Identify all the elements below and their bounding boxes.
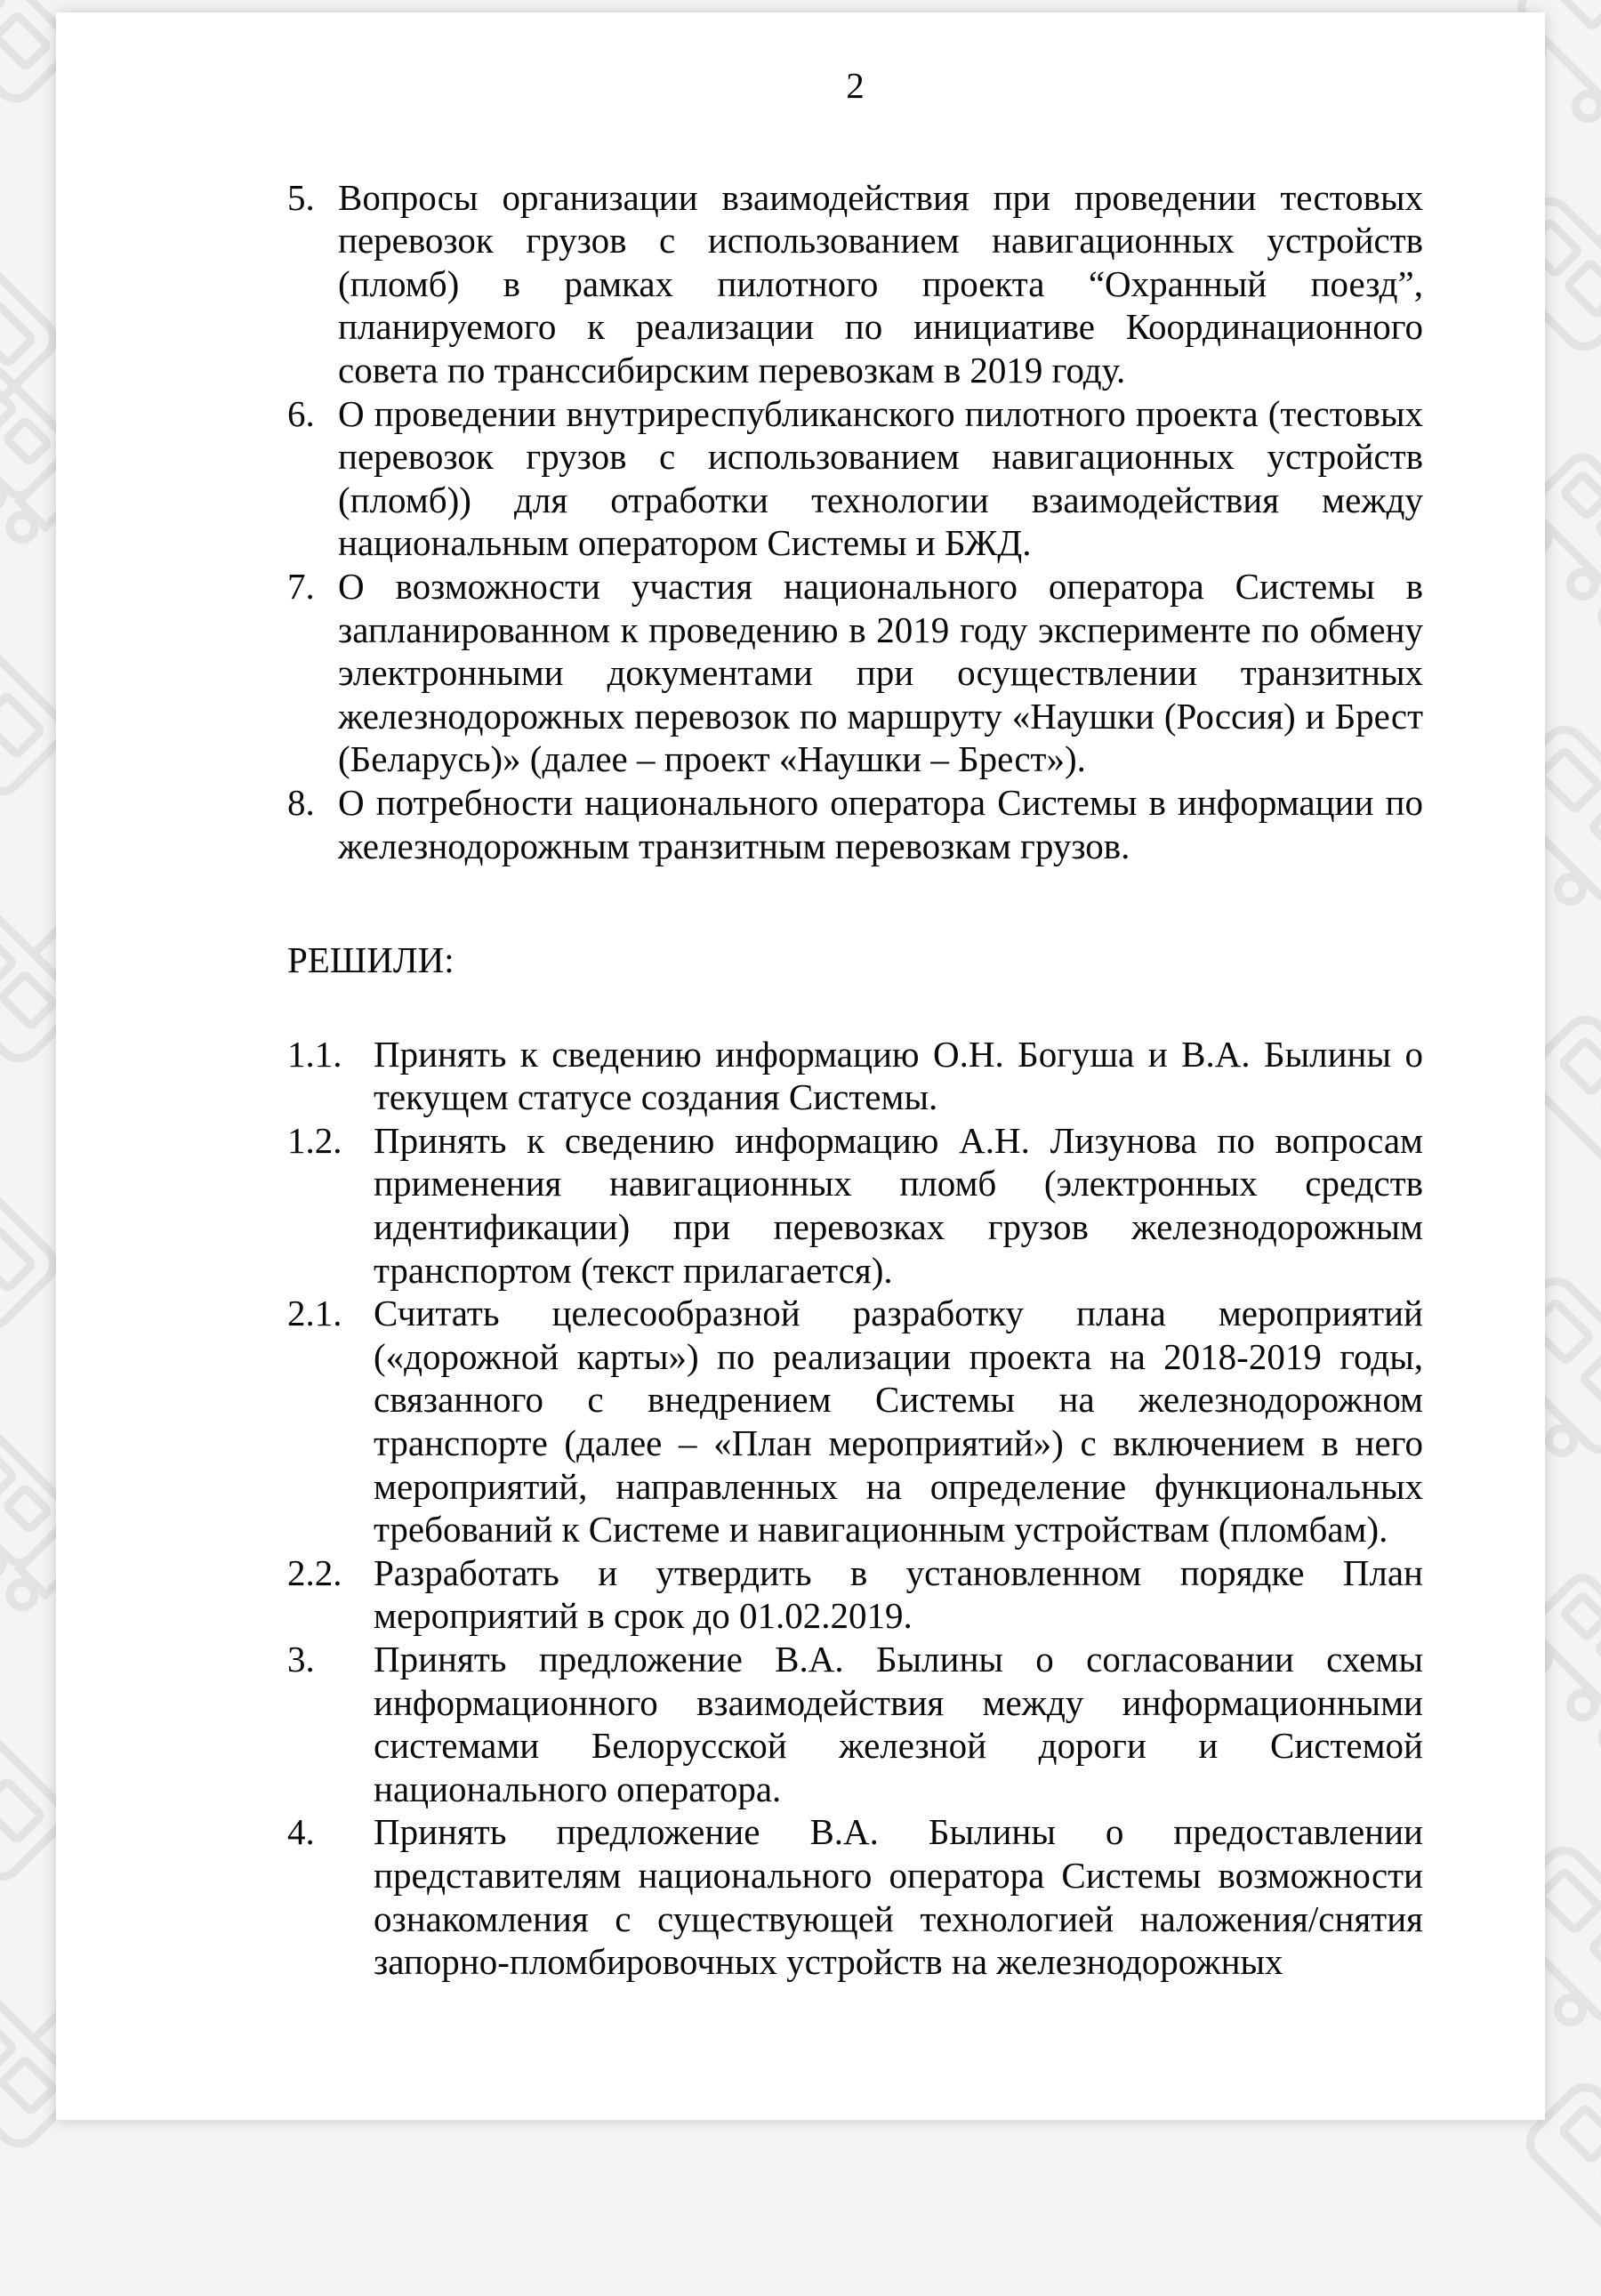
agenda-item-text: Вопросы организации взаимодействия при проведении тестовых перевозок грузов с использованием навигационных устройств (пломб) в рамках пилотного проекта “Охранный поезд”, планируемого к реализации по инициативе Координационного совета по транссибирским перевозкам в 2019 году. [338,176,1423,391]
page-number: 2 [846,65,865,106]
agenda-item-number: 6. [287,392,315,434]
agenda-item [287,565,1423,781]
agenda-item [287,781,1423,867]
agenda-list [287,176,1423,868]
decision-text: Принять к сведению информацию О.Н. Богуша и В.А. Былины о текущем статусе создания Системы. [374,1033,1423,1118]
agenda-item [287,392,1423,565]
agenda-item-number: 8. [287,781,315,823]
agenda-item-text: О потребности национального оператора Системы в информации по железнодорожным транзитным перевозкам грузов. [338,781,1423,866]
decision-item [287,1638,1423,1810]
document-page [56,12,1545,2120]
agenda-item-text: О возможности участия национального оператора Системы в запланированном к проведению в 2019 году эксперименте по обмену электронными документами при осуществлении транзитных железнодорожных перевозок по маршруту «Наушки (Россия) и Брест (Беларусь)» (далее – проект «Наушки – Брест»). [338,565,1423,780]
decision-item [287,1119,1423,1292]
decisions-list [287,1033,1423,1984]
decision-number: 1.1. [287,1033,342,1075]
decision-text: Считать целесообразной разработку плана мероприятий («дорожной карты») по реализации проекта на 2018-2019 годы, связанного с внедрением Системы на железнодорожном транспорте (далее – «План мероприятий») с включением в него мероприятий, направленных на определение функциональных требований к Системе и навигационным устройствам (пломбам). [374,1293,1423,1551]
decision-number: 1.2. [287,1119,342,1161]
decision-text: Принять предложение В.А. Былины о предоставлении представителям национального оператора Системы возможности ознакомления с существующей технологией наложения/снятия запорно-пломбировочных устройств на железнодорожных [374,1811,1423,1983]
decision-text: Принять предложение В.А. Былины о согласовании схемы информационного взаимодействия между информационными системами Белорусской железной дороги и Системой национального оператора. [374,1639,1423,1809]
agenda-item-text: О проведении внутриреспубликанского пилотного проекта (тестовых перевозок грузов с использованием навигационных устройств (пломб)) для отработки технологии взаимодействия между национальным оператором Системы и БЖД. [338,392,1423,564]
agenda-item [287,176,1423,392]
decision-item [287,1292,1423,1551]
decision-text: Принять к сведению информацию А.Н. Лизунова по вопросам применения навигационных пломб (электронных средств идентификации) при перевозках грузов железнодорожным транспортом (текст прилагается). [374,1119,1423,1291]
agenda-item-number: 7. [287,565,315,607]
decision-text: Разработать и утвердить в установленном порядке План мероприятий в срок до 01.02.2019. [374,1551,1423,1637]
decision-item [287,1810,1423,1983]
decided-heading: РЕШИЛИ: [287,939,455,981]
decision-number: 2.1. [287,1293,342,1334]
decision-item [287,1551,1423,1638]
page-content [56,12,1545,1984]
decision-number: 4. [287,1811,315,1853]
decision-number: 2.2. [287,1551,342,1593]
agenda-item-number: 5. [287,176,315,218]
decision-item [287,1033,1423,1119]
decision-number: 3. [287,1639,315,1680]
